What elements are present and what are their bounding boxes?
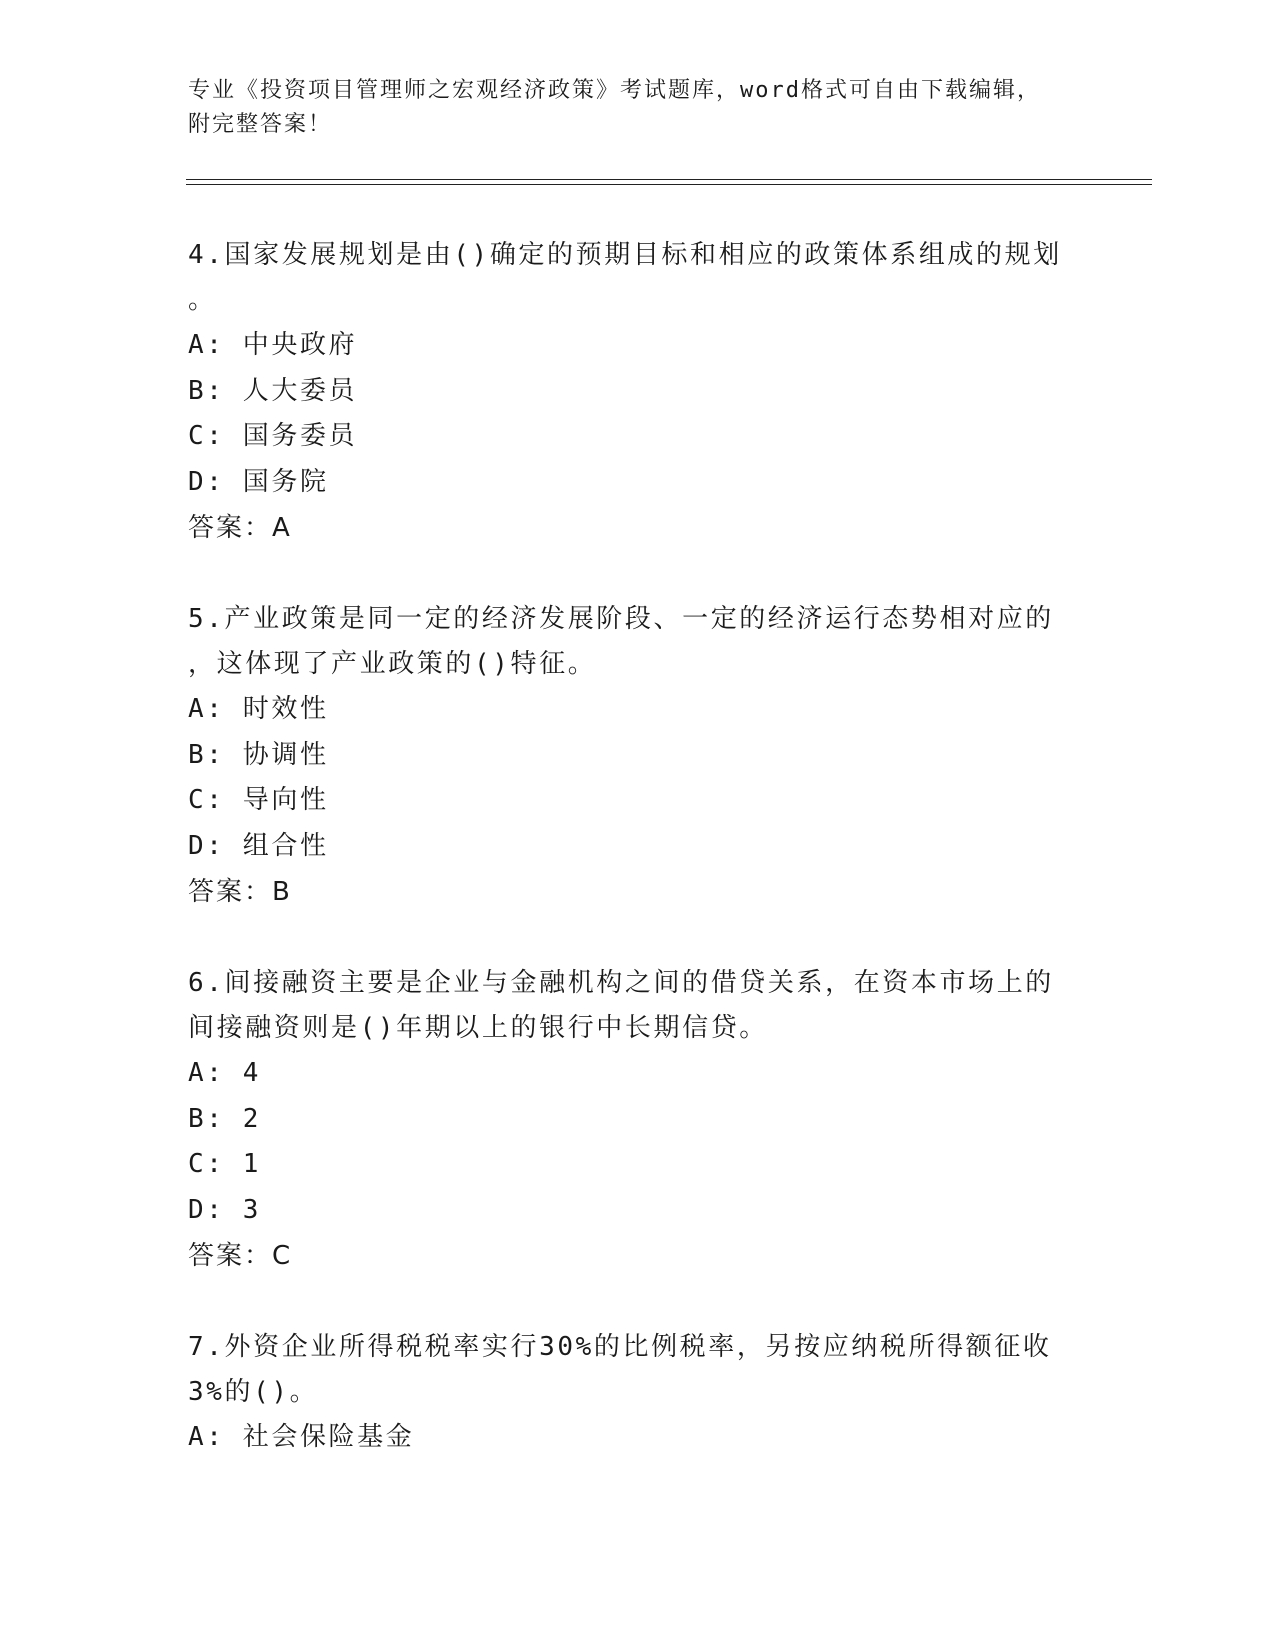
question-stem-line: ，这体现了产业政策的()特征。 — [188, 649, 597, 679]
answer: 答案：C — [188, 1241, 293, 1271]
option-a: A: 4 — [188, 1058, 262, 1088]
question-4 — [188, 233, 1068, 551]
option-c: C: 导向性 — [188, 785, 329, 815]
option-d: D: 国务院 — [188, 466, 329, 497]
question-6 — [188, 961, 1068, 1279]
question-5 — [188, 597, 1068, 915]
question-stem-line: 7.外资企业所得税税率实行30%的比例税率，另按应纳税所得额征收 — [188, 1332, 1052, 1362]
answer: 答案：A — [188, 513, 292, 543]
question-stem-line: 6.间接融资主要是企业与金融机构之间的借贷关系，在资本市场上的 — [188, 968, 1054, 998]
intro-line-1: 专业《投资项目管理师之宏观经济政策》考试题库，word格式可自由下载编辑， — [188, 78, 1041, 103]
question-stem-line: 。 — [188, 285, 217, 315]
option-d: D: 组合性 — [188, 830, 329, 861]
option-a: A: 中央政府 — [188, 330, 358, 360]
question-7 — [188, 1325, 1068, 1461]
option-b: B: 人大委员 — [188, 375, 358, 406]
header-divider-bottom — [186, 184, 1152, 185]
header-divider-top — [186, 179, 1152, 180]
option-c: C: 1 — [188, 1149, 262, 1179]
question-stem-line: 4.国家发展规划是由()确定的预期目标和相应的政策体系组成的规划 — [188, 240, 1062, 270]
answer: 答案：B — [188, 877, 292, 907]
question-stem-line: 5.产业政策是同一定的经济发展阶段、一定的经济运行态势相对应的 — [188, 604, 1054, 634]
option-a: A: 社会保险基金 — [188, 1422, 415, 1452]
option-d: D: 3 — [188, 1194, 262, 1225]
option-b: B: 协调性 — [188, 739, 329, 770]
question-stem-line: 3%的()。 — [188, 1377, 319, 1407]
option-b: B: 2 — [188, 1103, 262, 1134]
intro-line-2: 附完整答案！ — [188, 112, 333, 137]
question-stem-line: 间接融资则是()年期以上的银行中长期信贷。 — [188, 1013, 768, 1043]
option-c: C: 国务委员 — [188, 421, 358, 451]
option-a: A: 时效性 — [188, 694, 329, 724]
document-intro — [188, 74, 1088, 142]
